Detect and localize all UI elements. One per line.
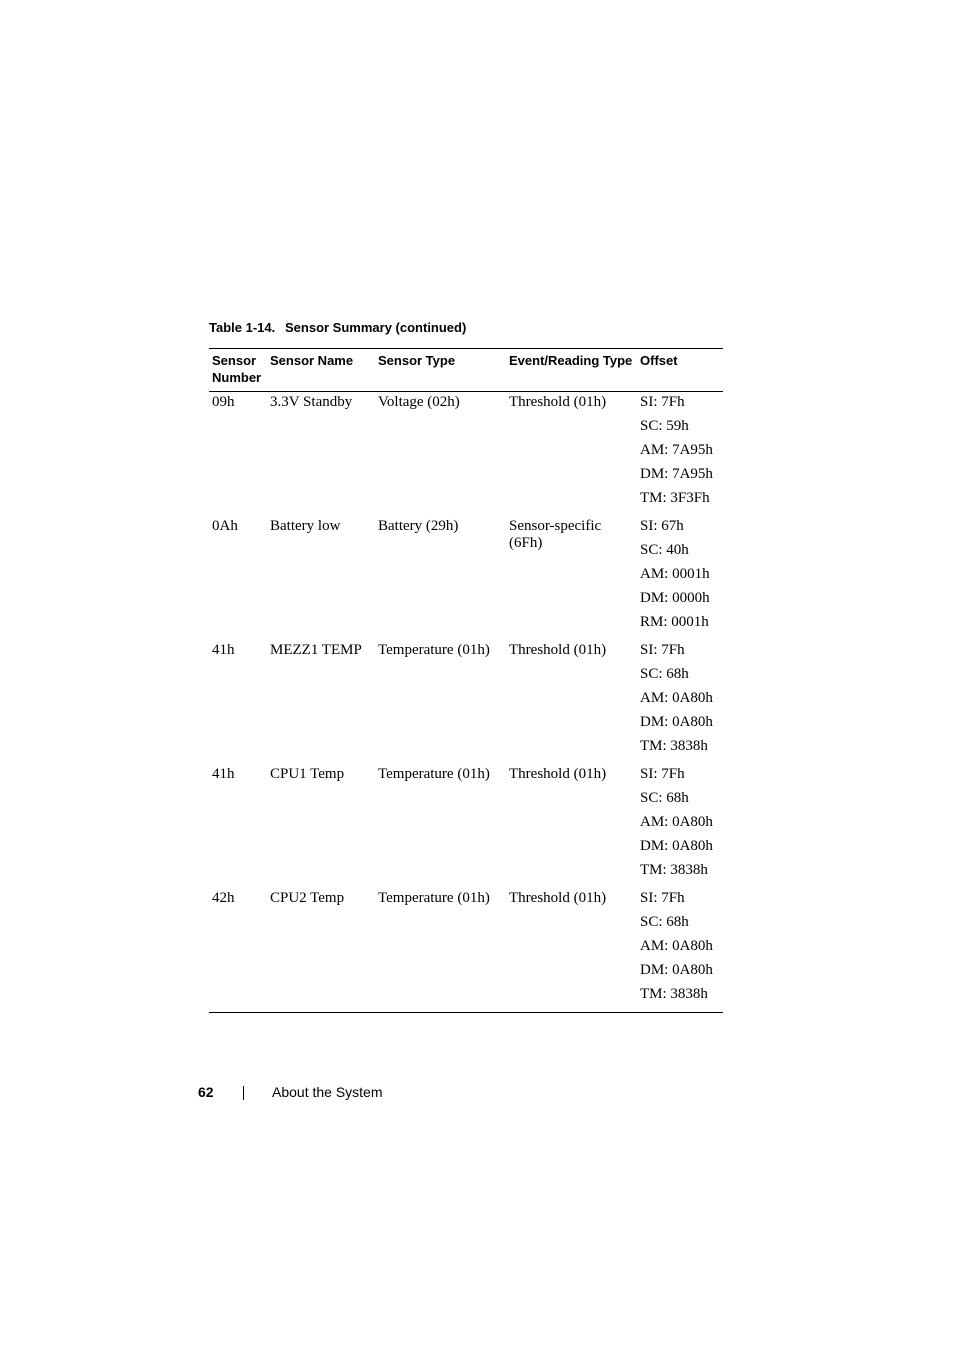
cell-sensor-type: Temperature (01h) — [378, 890, 490, 906]
offset-line: TM: 3838h — [640, 738, 708, 754]
event-line: Threshold (01h) — [509, 394, 607, 410]
cell-event-reading-type — [506, 516, 637, 640]
event-line: Threshold (01h) — [509, 890, 607, 906]
offset-line: TM: 3F3Fh — [640, 490, 710, 506]
offset-line: AM: 0A80h — [640, 938, 713, 954]
table-row — [209, 392, 723, 516]
cell-sensor-type: Battery (29h) — [378, 518, 459, 534]
offset-line: AM: 0A80h — [640, 690, 713, 706]
offset-line: AM: 0A80h — [640, 814, 713, 830]
offset-line: SI: 7Fh — [640, 766, 685, 782]
cell-sensor-type: Temperature (01h) — [378, 766, 490, 782]
offset-line: SI: 7Fh — [640, 394, 685, 410]
offset-line: AM: 7A95h — [640, 442, 713, 458]
cell-sensor-name: CPU1 Temp — [270, 766, 345, 782]
cell-offset — [637, 516, 723, 640]
event-line: Threshold (01h) — [509, 766, 607, 782]
offset-line: SC: 68h — [640, 666, 689, 682]
offset-line: AM: 0001h — [640, 566, 710, 582]
cell-sensor-number: 0Ah — [212, 518, 238, 534]
cell-offset — [637, 888, 723, 1012]
offset-line: DM: 7A95h — [640, 466, 713, 482]
cell-event-reading-type — [506, 392, 637, 516]
offset-line: SC: 40h — [640, 542, 689, 558]
header-sensor-type: Sensor Type — [378, 353, 456, 368]
cell-sensor-number: 42h — [212, 890, 235, 906]
event-line: Threshold (01h) — [509, 642, 607, 658]
cell-offset — [637, 764, 723, 888]
event-line: Sensor-specific — [509, 518, 602, 534]
event-line: (6Fh) — [509, 535, 543, 551]
cell-sensor-name: 3.3V Standby — [270, 394, 353, 410]
offset-line: SI: 67h — [640, 518, 684, 534]
offset-line: TM: 3838h — [640, 986, 708, 1002]
table-row — [209, 764, 723, 888]
sensor-summary-table — [209, 348, 723, 1013]
cell-sensor-name: MEZZ1 TEMP — [270, 642, 362, 658]
header-sensor-number-line1: Sensor — [212, 353, 257, 368]
table-row — [209, 516, 723, 640]
cell-sensor-name: CPU2 Temp — [270, 890, 345, 906]
cell-offset — [637, 640, 723, 764]
cell-sensor-number: 41h — [212, 642, 235, 658]
offset-line: SI: 7Fh — [640, 890, 685, 906]
offset-line: DM: 0A80h — [640, 838, 713, 854]
header-sensor-number — [209, 349, 267, 391]
footer-divider — [243, 1086, 244, 1100]
offset-line: DM: 0A80h — [640, 714, 713, 730]
table-body — [209, 392, 723, 1012]
offset-line: DM: 0000h — [640, 590, 710, 606]
offset-line: SI: 7Fh — [640, 642, 685, 658]
cell-sensor-type: Temperature (01h) — [378, 642, 490, 658]
offset-line: SC: 59h — [640, 418, 689, 434]
cell-sensor-name: Battery low — [270, 518, 341, 534]
header-event-reading-type: Event/Reading Type — [509, 353, 633, 368]
cell-sensor-type: Voltage (02h) — [378, 394, 460, 410]
header-offset: Offset — [640, 353, 678, 368]
table-caption — [209, 320, 466, 335]
offset-line: DM: 0A80h — [640, 962, 713, 978]
offset-line: SC: 68h — [640, 790, 689, 806]
cell-event-reading-type — [506, 640, 637, 764]
table-caption-number: Table 1-14. — [209, 320, 276, 335]
header-sensor-name: Sensor Name — [270, 353, 354, 368]
footer-section-title: About the System — [272, 1084, 383, 1100]
offset-line: RM: 0001h — [640, 614, 709, 630]
table-row — [209, 640, 723, 764]
offset-line: TM: 3838h — [640, 862, 708, 878]
table-caption-title: Sensor Summary (continued) — [285, 320, 467, 335]
cell-event-reading-type — [506, 888, 637, 1012]
cell-sensor-number: 09h — [212, 394, 235, 410]
page-number: 62 — [198, 1084, 214, 1100]
table-header-row — [209, 349, 723, 392]
offset-line: SC: 68h — [640, 914, 689, 930]
cell-sensor-number: 41h — [212, 766, 235, 782]
cell-event-reading-type — [506, 764, 637, 888]
table-row — [209, 888, 723, 1012]
cell-offset — [637, 392, 723, 516]
header-sensor-number-line2: Number — [212, 370, 262, 385]
